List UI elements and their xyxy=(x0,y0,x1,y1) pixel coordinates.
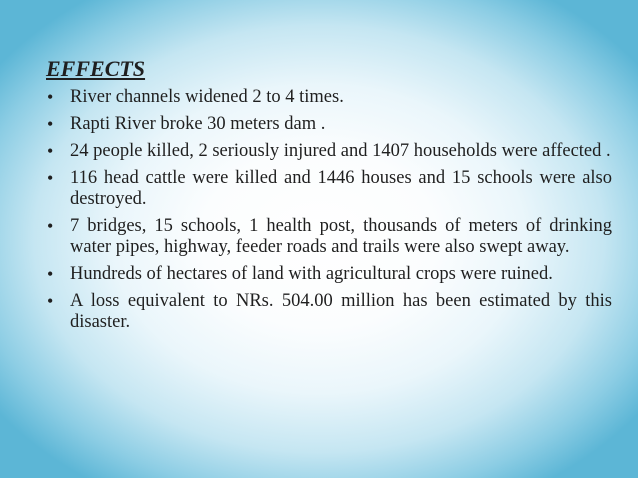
bullet-text: River channels widened 2 to 4 times. xyxy=(70,87,344,107)
bullet-item xyxy=(46,216,612,258)
slide-heading: EFFECTS xyxy=(46,56,146,81)
bullet-text: Hundreds of hectares of land with agricultural crops were ruined. xyxy=(70,264,553,284)
bullet-icon: • xyxy=(47,264,54,284)
bullet-item xyxy=(46,114,612,135)
bullet-item xyxy=(46,291,612,333)
bullet-icon: • xyxy=(47,141,54,161)
bullet-icon: • xyxy=(47,87,54,107)
bullet-icon: • xyxy=(47,216,54,236)
bullet-icon: • xyxy=(47,168,54,188)
bullet-item xyxy=(46,168,612,210)
bullet-text: A loss equivalent to NRs. 504.00 million has been estimated by this disaster. xyxy=(70,291,612,332)
bullet-list xyxy=(46,87,612,333)
bullet-icon: • xyxy=(47,291,54,311)
bullet-item xyxy=(46,264,612,285)
slide-content xyxy=(46,56,612,339)
bullet-text: 7 bridges, 15 schools, 1 health post, thousands of meters of drinking water pipes, highway, feeder roads and trails were also swept away. xyxy=(70,216,612,257)
bullet-item xyxy=(46,87,612,108)
bullet-icon: • xyxy=(47,114,54,134)
bullet-text: 116 head cattle were killed and 1446 houses and 15 schools were also destroyed. xyxy=(70,168,612,209)
bullet-text: 24 people killed, 2 seriously injured and 1407 households were affected . xyxy=(70,141,611,161)
bullet-text: Rapti River broke 30 meters dam . xyxy=(70,114,326,134)
bullet-item xyxy=(46,141,612,162)
